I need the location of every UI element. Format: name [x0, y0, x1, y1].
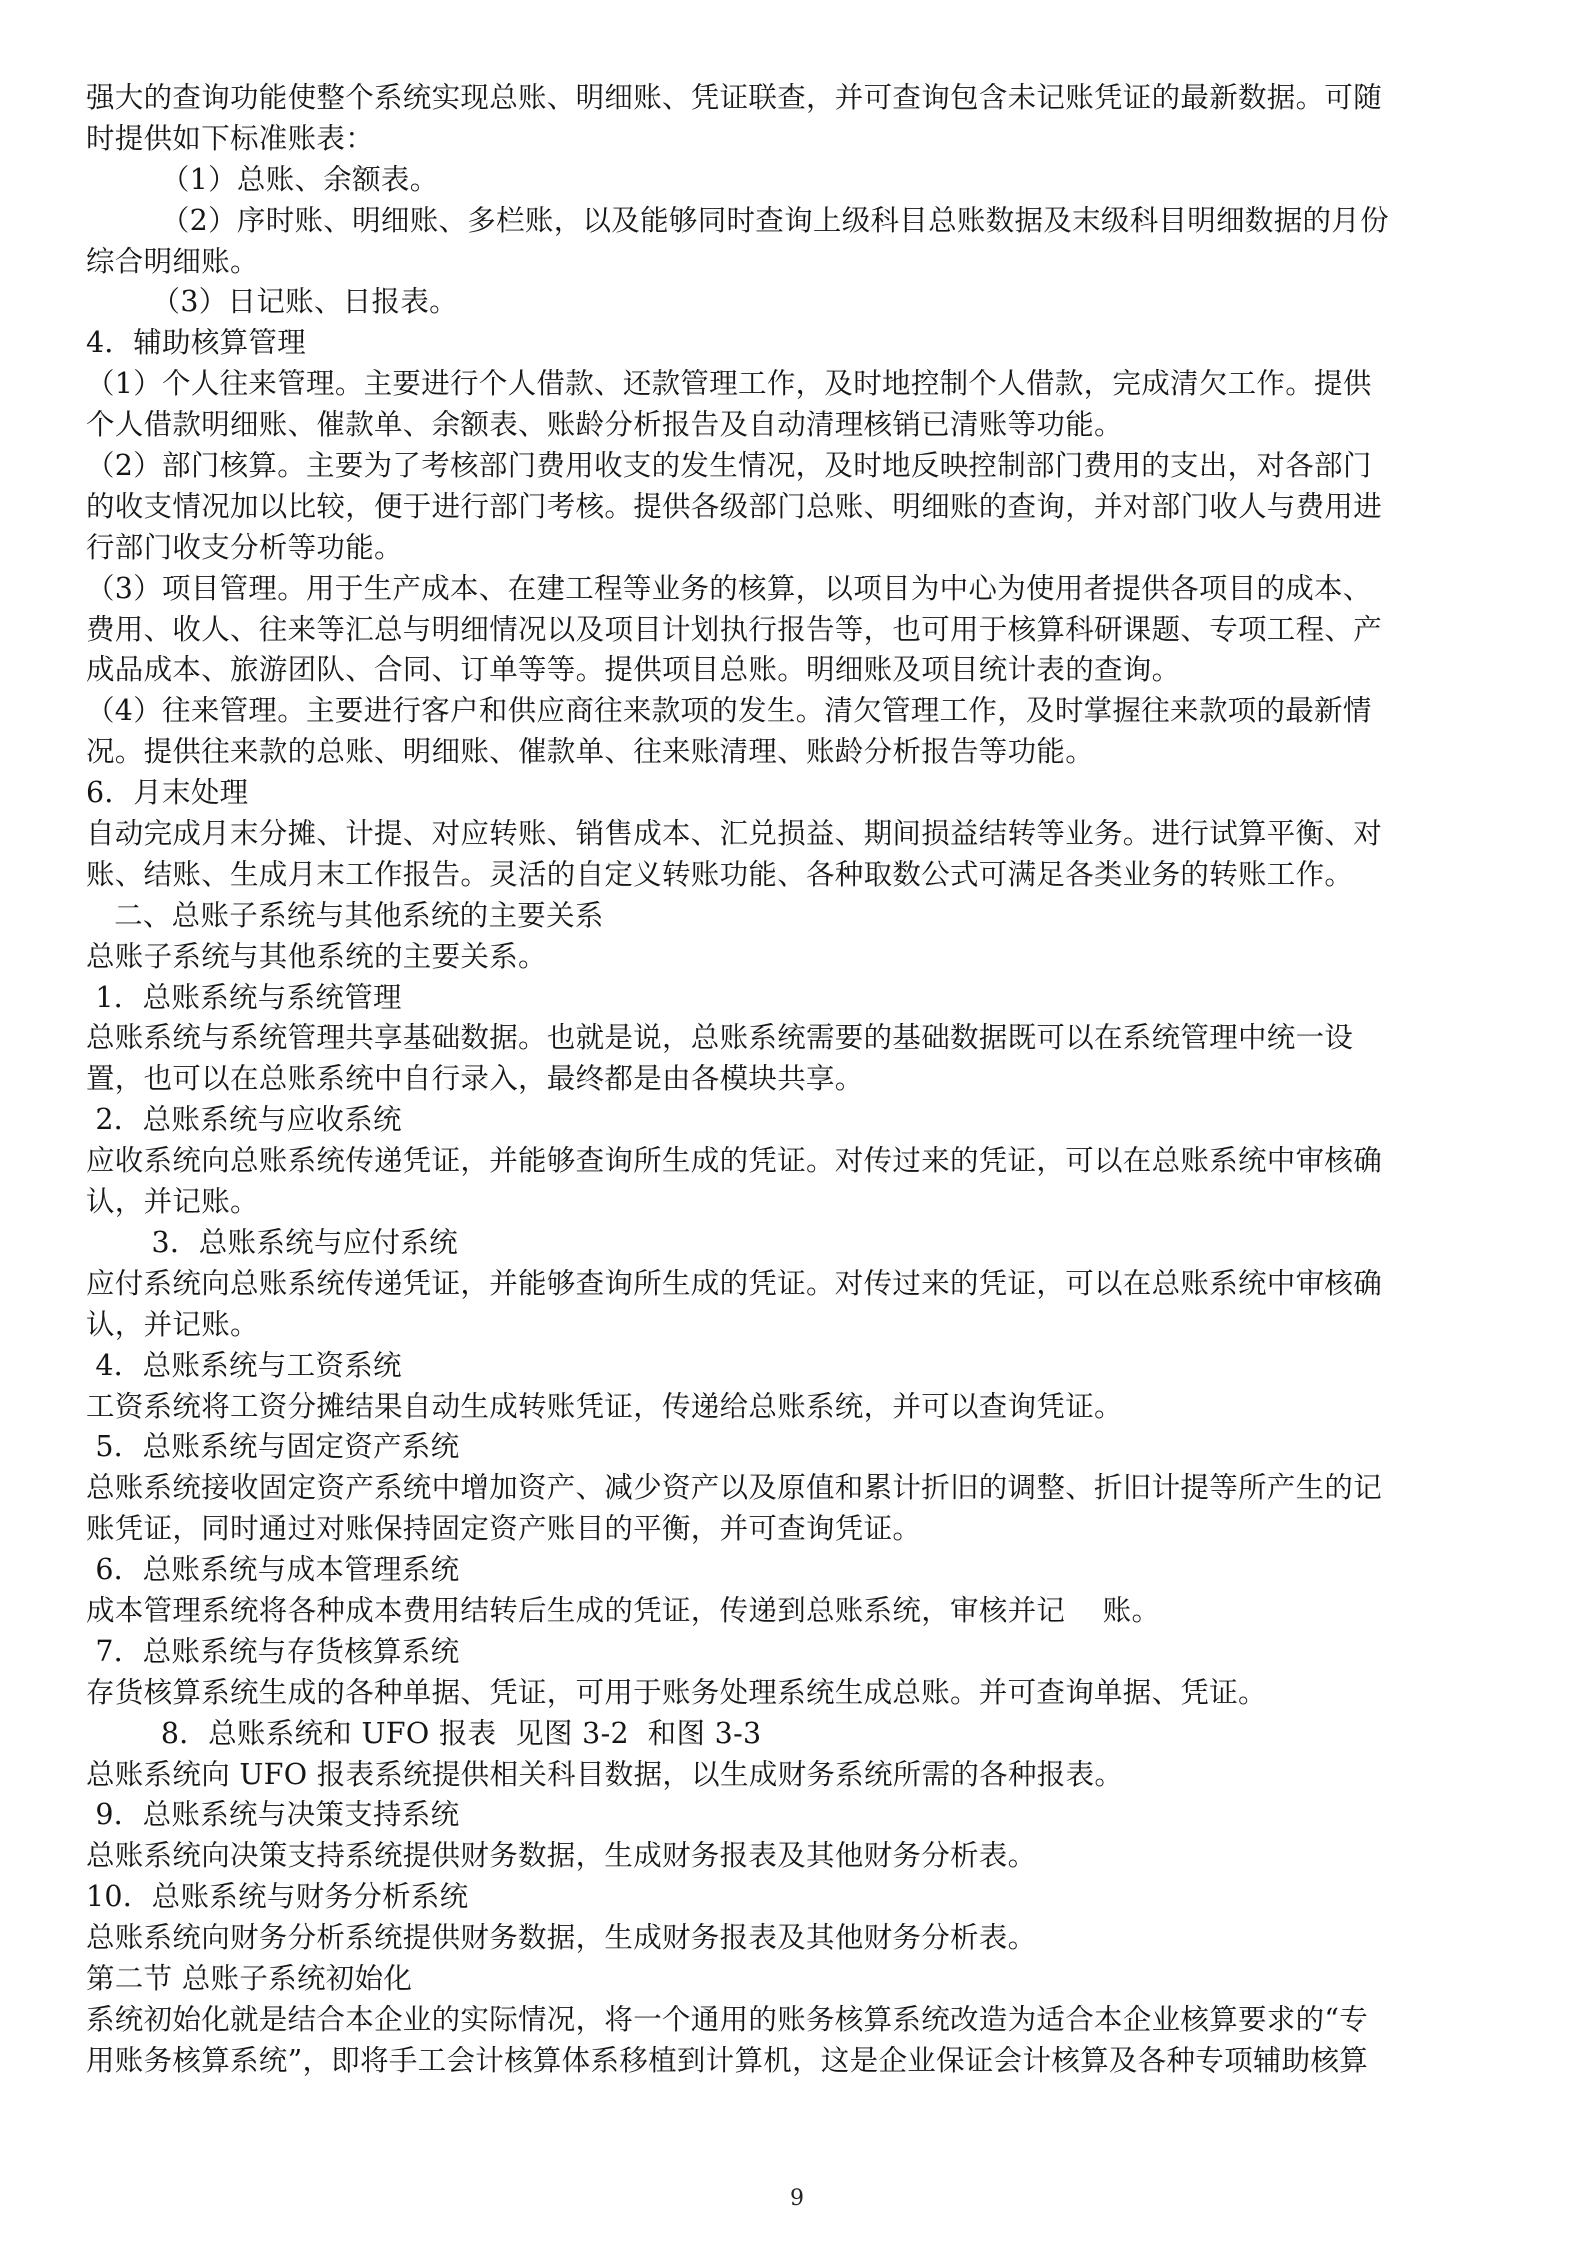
- text-line: 用账务核算系统”，即将手工会计核算体系移植到计算机，这是企业保证会计核算及各种专项辅助核算: [86, 2043, 1369, 2077]
- text-line: 成品成本、旅游团队、合同、订单等等。提供项目总账。明细账及项目统计表的查询。: [86, 653, 1181, 687]
- text-line: （2）部门核算。主要为了考核部门费用收支的发生情况，及时地反映控制部门费用的支出，对各部门: [86, 449, 1372, 483]
- text-line: 认，并记账。: [86, 1307, 259, 1341]
- text-line: （2）序时账、明细账、多栏账，以及能够同时查询上级科目总账数据及末级科目明细数据的月份: [86, 203, 1389, 237]
- text-line: 账、结账、生成月末工作报告。灵活的自定义转账功能、各种取数公式可满足各类业务的转账工作。: [86, 857, 1354, 891]
- text-line: 4．辅助核算管理: [86, 326, 307, 360]
- text-line: 总账子系统与其他系统的主要关系。: [86, 939, 547, 973]
- text-line: 二、总账子系统与其他系统的主要关系: [86, 898, 604, 932]
- text-line: 应付系统向总账系统传递凭证，并能够查询所生成的凭证。对传过来的凭证，可以在总账系统中审核确: [86, 1266, 1383, 1300]
- text-line: 6．总账系统与成本管理系统: [86, 1553, 460, 1587]
- text-line: 账凭证，同时通过对账保持固定资产账目的平衡，并可查询凭证。: [86, 1512, 922, 1546]
- text-line: 总账系统向财务分析系统提供财务数据，生成财务报表及其他财务分析表。: [86, 1921, 1037, 1955]
- text-line: （1）个人往来管理。主要进行个人借款、还款管理工作，及时地控制个人借款，完成清欠工作。提供: [86, 367, 1372, 401]
- text-line: 认，并记账。: [86, 1185, 259, 1219]
- text-line: （1）总账、余额表。: [86, 162, 439, 196]
- text-line: 系统初始化就是结合本企业的实际情况，将一个通用的账务核算系统改造为适合本企业核算要求的“专: [86, 2002, 1369, 2036]
- text-line: 工资系统将工资分摊结果自动生成转账凭证，传递给总账系统，并可以查询凭证。: [86, 1389, 1123, 1423]
- text-line: 3．总账系统与应付系统: [86, 1225, 458, 1259]
- text-line: （3）日记账、日报表。: [86, 285, 458, 319]
- text-line: 况。提供往来款的总账、明细账、催款单、往来账清理、账龄分析报告等功能。: [86, 735, 1095, 769]
- text-line: 综合明细账。: [86, 244, 259, 278]
- text-line: 时提供如下标准账表：: [86, 121, 375, 155]
- text-line: 应收系统向总账系统传递凭证，并能够查询所生成的凭证。对传过来的凭证，可以在总账系统中审核确: [86, 1144, 1383, 1178]
- text-line: 7．总账系统与存货核算系统: [86, 1634, 460, 1668]
- text-line: 5．总账系统与固定资产系统: [86, 1430, 460, 1464]
- text-line: 强大的查询功能使整个系统实现总账、明细账、凭证联查，并可查询包含未记账凭证的最新数据。可随: [86, 81, 1383, 114]
- text-line: 自动完成月末分摊、计提、对应转账、销售成本、汇兑损益、期间损益结转等业务。进行试算平衡、对: [86, 817, 1383, 851]
- text-line: 置，也可以在总账系统中自行录入，最终都是由各模块共享。: [86, 1062, 864, 1096]
- text-line: 6．月末处理: [86, 776, 249, 810]
- text-line: 10．总账系统与财务分析系统: [86, 1880, 469, 1914]
- text-line: 总账系统与系统管理共享基础数据。也就是说，总账系统需要的基础数据既可以在系统管理中统一设: [86, 1021, 1354, 1055]
- text-line: 总账系统向 UFO 报表系统提供相关科目数据，以生成财务系统所需的各种报表。: [86, 1757, 1124, 1791]
- text-line: 2．总账系统与应收系统: [86, 1103, 402, 1137]
- text-line: 个人借款明细账、催款单、余额表、账龄分析报告及自动清理核销已清账等功能。: [86, 408, 1123, 442]
- text-line: 总账系统接收固定资产系统中增加资产、减少资产以及原值和累计折旧的调整、折旧计提等所产生的记: [86, 1471, 1383, 1505]
- text-line: 9．总账系统与决策支持系统: [86, 1798, 460, 1832]
- text-line: 4．总账系统与工资系统: [86, 1348, 402, 1382]
- text-line: （3）项目管理。用于生产成本、在建工程等业务的核算，以项目为中心为使用者提供各项目的成本、: [86, 571, 1372, 605]
- text-line: 1．总账系统与系统管理: [86, 980, 402, 1014]
- text-line: （4）往来管理。主要进行客户和供应商往来款项的发生。清欠管理工作，及时掌握往来款项的最新情: [86, 694, 1372, 728]
- text-line: 的收支情况加以比较，便于进行部门考核。提供各级部门总账、明细账的查询，并对部门收人与费用进: [86, 489, 1383, 523]
- text-line: 第二节 总账子系统初始化: [86, 1961, 413, 1995]
- text-line: 成本管理系统将各种成本费用结转后生成的凭证，传递到总账系统，审核并记 账。: [86, 1593, 1161, 1627]
- document-body: [86, 78, 1510, 2082]
- text-line: 行部门收支分析等功能。: [86, 530, 403, 564]
- page-number: 9: [790, 2186, 804, 2211]
- text-line: 8．总账系统和 UFO 报表 见图 3-2 和图 3-3: [86, 1716, 762, 1750]
- text-line: 费用、收人、往来等汇总与明细情况以及项目计划执行报告等，也可用于核算科研课题、专项工程、产: [86, 612, 1383, 646]
- text-line: 总账系统向决策支持系统提供财务数据，生成财务报表及其他财务分析表。: [86, 1839, 1037, 1873]
- text-line: 存货核算系统生成的各种单据、凭证，可用于账务处理系统生成总账。并可查询单据、凭证。: [86, 1675, 1267, 1709]
